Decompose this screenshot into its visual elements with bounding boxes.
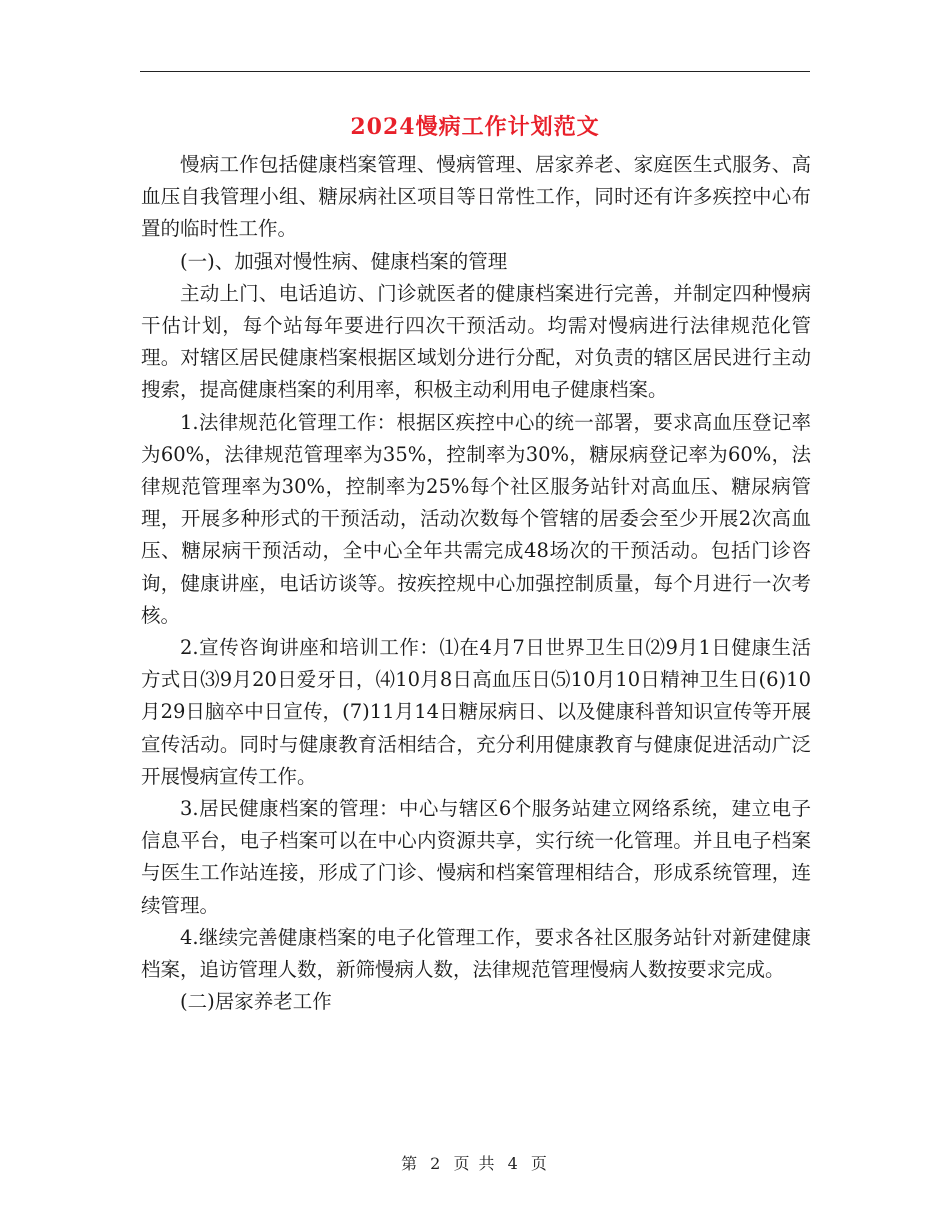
footer-prefix: 第: [401, 1154, 420, 1173]
document-body: [141, 149, 811, 1018]
paragraph-item-1: 1.法律规范化管理工作：根据区疾控中心的统一部署，要求高血压登记率为60%，法律规范管理率为35%，控制率为30%，糖尿病登记率为60%，法律规范管理率为30%，控制率为25%每个社区服务站针对高血压、糖尿病管理，开展多种形式的干预活动，活动次数每个管辖的居委会至少开展2次高血压、糖尿病干预活动，全中心全年共需完成48场次的干预活动。包括门诊咨询，健康讲座，电话访谈等。按疾控规中心加强控制质量，每个月进行一次考核。: [141, 410, 811, 627]
paragraph-item-3: 3.居民健康档案的管理：中心与辖区6个服务站建立网络系统，建立电子信息平台，电子档案可以在中心内资源共享，实行统一化管理。并且电子档案与医生工作站连接，形成了门诊、慢病和档案管理相结合，形成系统管理，连续管理。: [141, 797, 811, 917]
page-footer: [0, 1152, 950, 1176]
footer-middle: 页 共: [453, 1154, 497, 1173]
section-heading-2: (二)居家养老工作: [180, 990, 332, 1014]
paragraph-archive: 主动上门、电话追访、门诊就医者的健康档案进行完善，并制定四种慢病干估计划，每个站每年要进行四次干预活动。均需对慢病进行法律规范化管理。对辖区居民健康档案根据区域划分进行分配，对负责的辖区居民进行主动搜索，提高健康档案的利用率，积极主动利用电子健康档案。: [141, 281, 811, 402]
section-heading-1: (一)、加强对慢性病、健康档案的管理: [180, 249, 508, 273]
footer-suffix: 页: [530, 1154, 549, 1173]
paragraph-intro: 慢病工作包括健康档案管理、慢病管理、居家养老、家庭医生式服务、高血压自我管理小组、糖尿病社区项目等日常性工作，同时还有许多疾控中心布置的临时性工作。: [141, 153, 811, 241]
header-rule: [140, 71, 810, 72]
paragraph-item-4: 4.继续完善健康档案的电子化管理工作，要求各社区服务站针对新建健康档案，追访管理人数，新筛慢病人数，法律规范管理慢病人数按要求完成。: [141, 925, 811, 982]
footer-total-pages: 4: [507, 1154, 520, 1173]
document-title: 2024慢病工作计划范文: [350, 114, 600, 140]
paragraph-item-2: 2.宣传咨询讲座和培训工作：⑴在4月7日世界卫生日⑵9月1日健康生活方式日⑶9月20日爱牙日，⑷10月8日高血压日⑸10月10日精神卫生日(6)10月29日脑卒中日宣传，(7)11月14日糖尿病日、以及健康科普知识宣传等开展宣传活动。同时与健康教育活相结合，充分利用健康教育与健康促进活动广泛开展慢病宣传工作。: [141, 636, 811, 788]
footer-current-page: 2: [430, 1154, 443, 1173]
